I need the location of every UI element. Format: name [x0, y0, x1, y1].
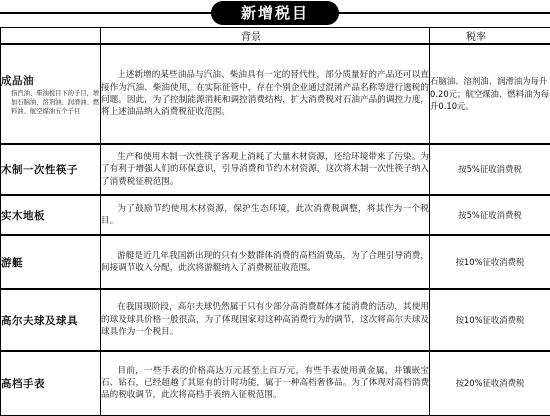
table-row: [1, 289, 550, 351]
item-name-cell: [1, 144, 101, 195]
table-row: [1, 351, 550, 415]
item-name-cell: [1, 235, 101, 289]
item-name: 实木地板: [1, 209, 45, 222]
item-name-cell: [1, 351, 101, 415]
table-row: [1, 44, 550, 144]
title-bar: [0, 0, 550, 26]
item-name: 木制一次性筷子: [1, 164, 78, 176]
rate-cell: 按5%征收消费税: [430, 195, 550, 235]
rate-cell: 按10%征收消费税: [430, 289, 550, 351]
background-cell: 目前，一些手表的价格高达万元甚至上百万元，有些手表使用黄金属，并镶嵌宝石、钻石，已经超越了其原有的计时功能，属于一种高档奢侈品。为了体现对高档消费品的税收调节，此次将高档手表纳入征税范围。: [101, 351, 430, 415]
page-title: 新增税目: [211, 1, 339, 25]
header-item: [1, 28, 101, 45]
item-name: 高档手表: [1, 377, 45, 390]
tax-items-table: [0, 27, 550, 416]
table-row: [1, 235, 550, 289]
item-name-cell: [1, 44, 101, 144]
background-cell: 为了鼓励节约使用木材资源，保护生态环境，此次消费税调整，将其作为一个税目。: [101, 195, 430, 235]
table-row: [1, 144, 550, 195]
item-name-cell: [1, 289, 101, 351]
table-header-row: [1, 28, 550, 45]
background-cell: 上述新增的某些油品与汽油、柴油具有一定的替代性，部分质量好的产品还可以直接作为汽油、柴油使用，在实际征管中，存在个别企业通过混淆产品名称等进行逃税的问题。因此，为了控制能源消耗和调控消费结构，扩大消费税对石油产品的调控力度，将上述油品纳入消费税征收范围。: [101, 44, 430, 144]
table-row: [1, 195, 550, 235]
item-name-cell: [1, 195, 101, 235]
rate-cell: 按10%征收消费税: [430, 235, 550, 289]
rate-cell: 石脑油、溶剂油、润滑油为每升0.20元；航空煤油、燃料油为每升0.10元。: [430, 44, 550, 144]
rate-cell: 按5%征收消费税: [430, 144, 550, 195]
item-name: 成品油: [1, 74, 34, 87]
rate-cell: 按20%征收消费税: [430, 351, 550, 415]
header-rate: 税率: [430, 28, 550, 45]
background-cell: 在我国现阶段，高尔夫球仍然属于只有少部分高消费群体才能消费的活动，其使用的球及球具价格一般很高，为了体现国家对这种高消费行为的调节，这次将高尔夫球及球具作为一个税目。: [101, 289, 430, 351]
background-cell: 游艇是近几年我国新出现的只有少数群体消费的高档消费品，为了合理引导消费，间接调节收入分配，此次将游艇纳入了消费税征收范围。: [101, 235, 430, 289]
item-name: 游艇: [1, 256, 23, 269]
background-cell: 生产和使用木制一次性筷子客观上消耗了大量木材资源，还给环境带来了污染。为了有利于增强人们的环保意识，引导消费和节约木材资源，这次将木制一次性筷子纳入了消费税征税范围。: [101, 144, 430, 195]
item-note: 指汽油、柴油税目下的子目，增加石脑油、溶剂油、润滑油、燃料油、航空煤油五个子目: [11, 89, 100, 115]
item-name: 高尔夫球及球具: [1, 314, 78, 327]
header-background: 背景: [101, 28, 430, 45]
